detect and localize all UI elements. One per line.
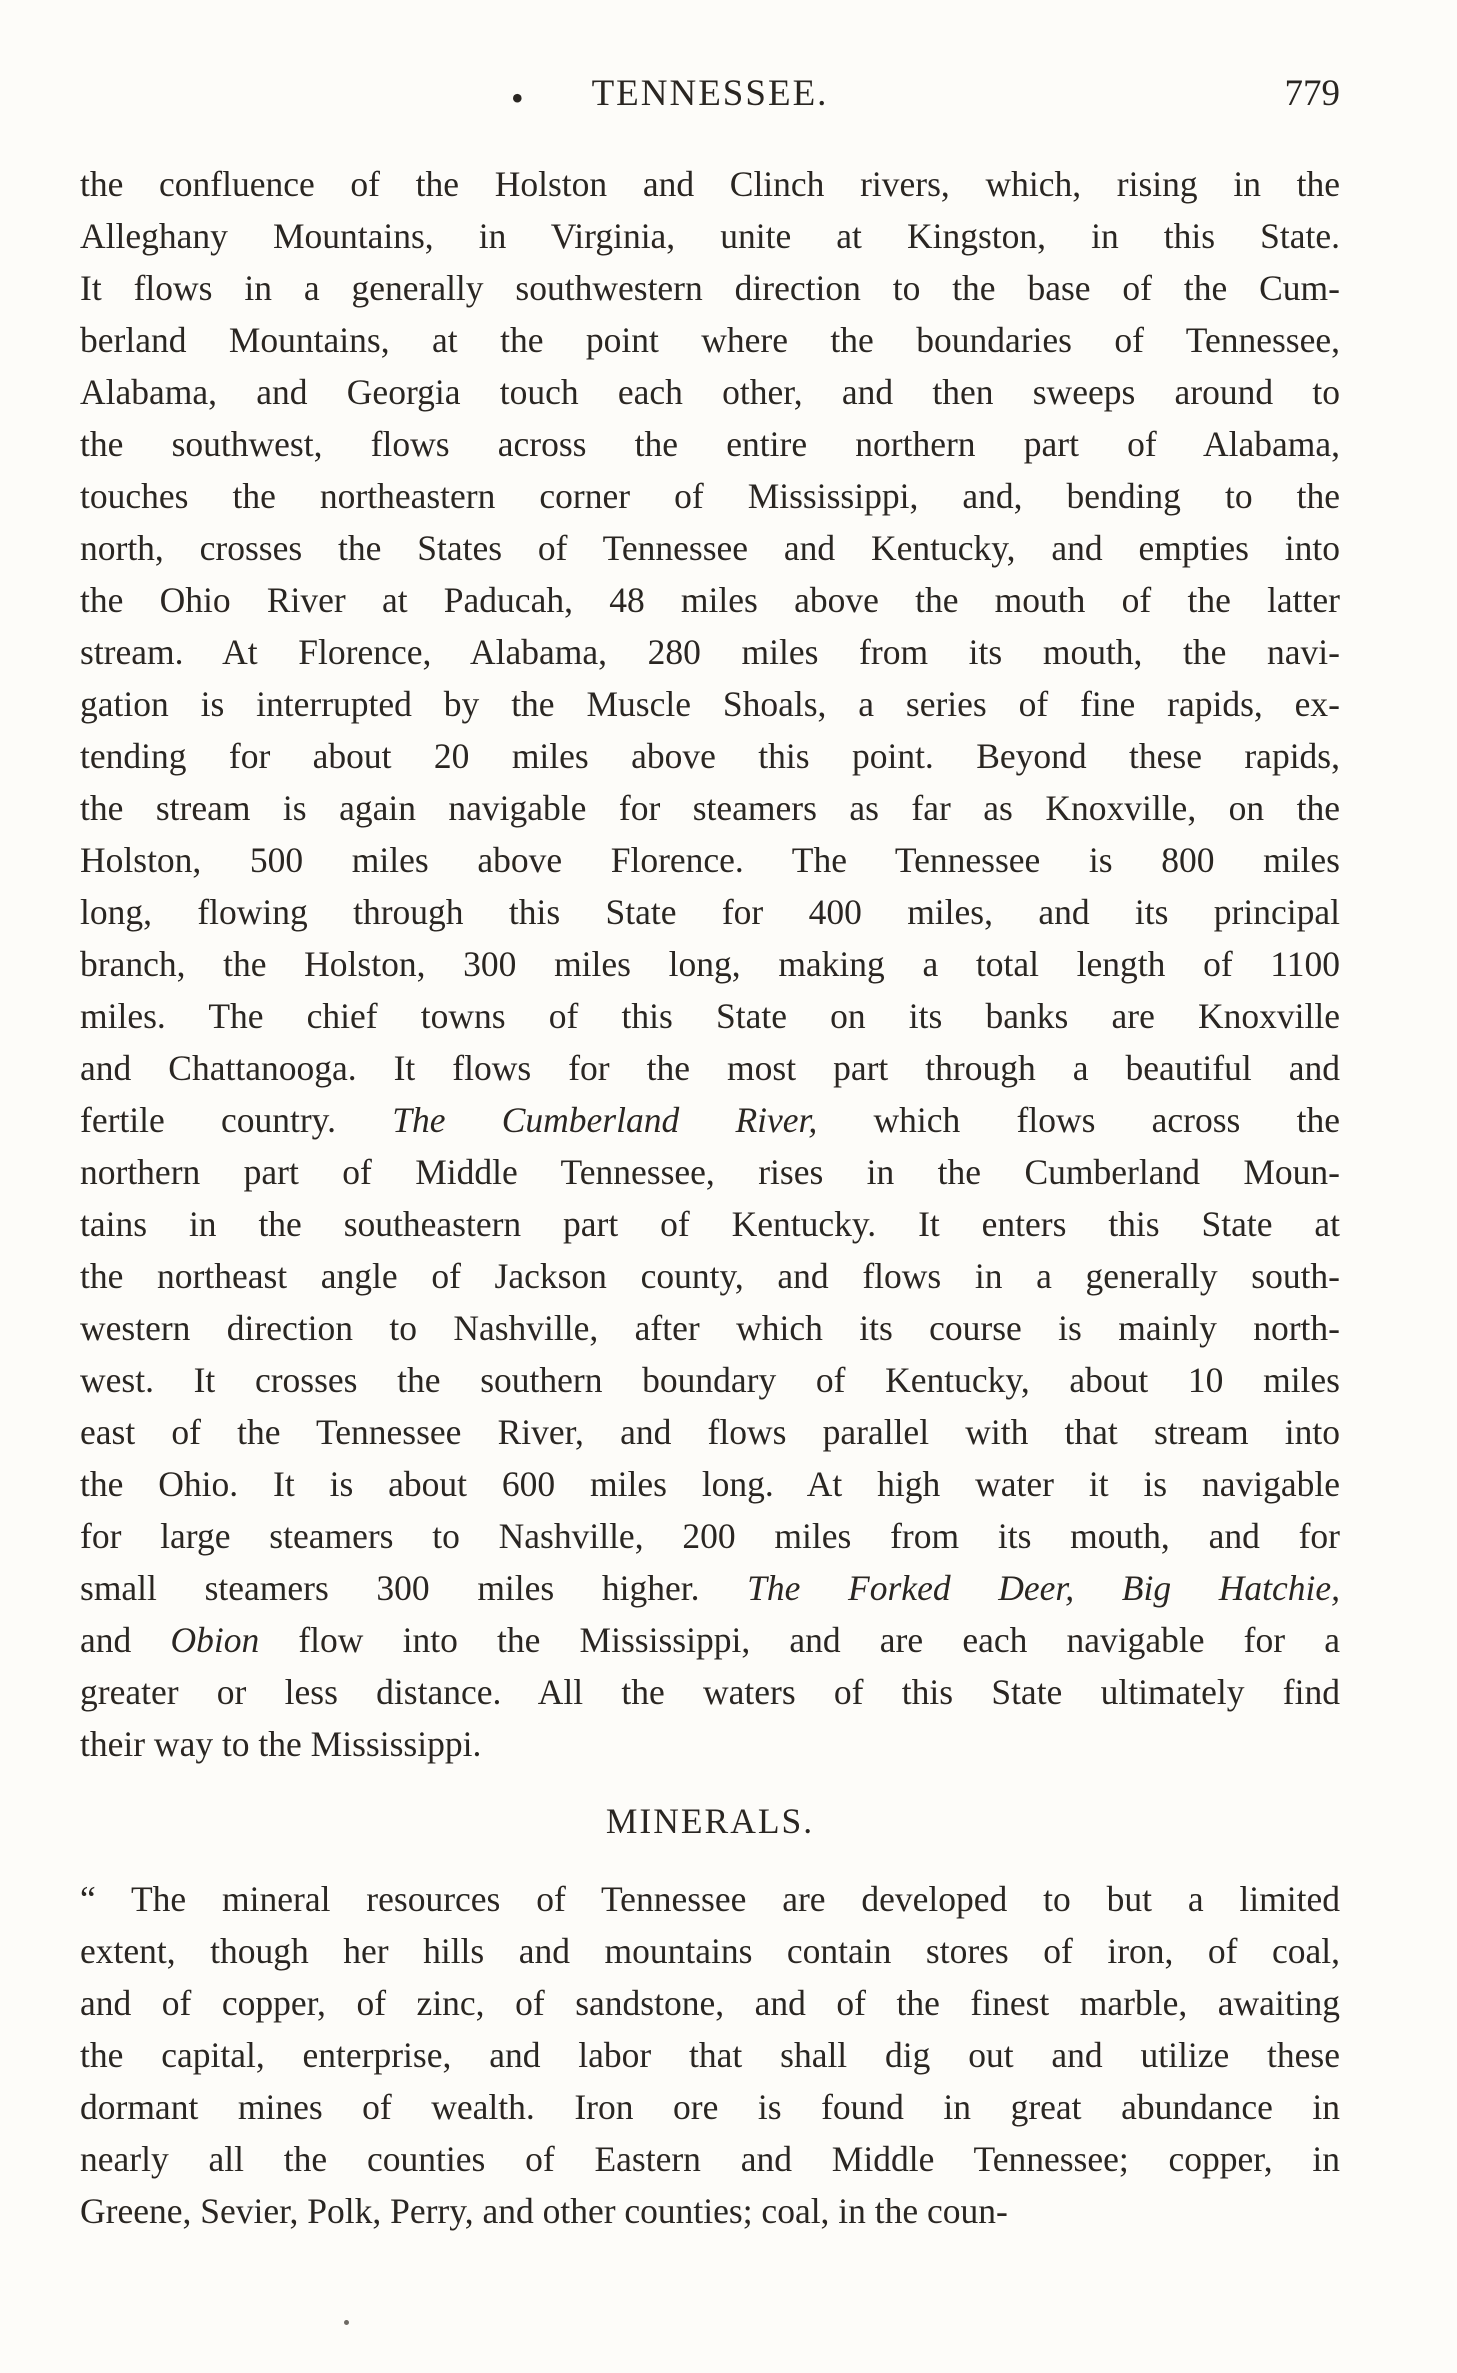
paragraph-rivers <box>80 158 1340 1770</box>
text-segment: the southwest, flows across the entire northern part of Alabama, <box>80 424 1340 464</box>
text-line <box>80 522 1340 574</box>
text-segment: branch, the Holston, 300 miles long, making a total length of 1100 <box>80 944 1340 984</box>
section-heading-minerals: MINERALS. <box>605 1801 815 1841</box>
text-segment: the stream is again navigable for steamers as far as Knoxville, on the <box>80 788 1340 828</box>
text-line <box>80 1718 1340 1770</box>
text-line <box>80 1250 1340 1302</box>
text-segment: long, flowing through this State for 400 miles, and its principal <box>80 892 1340 932</box>
text-line <box>80 1666 1340 1718</box>
page-number: 779 <box>1284 73 1340 114</box>
italic-segment: The Forked Deer, Big Hatchie, <box>747 1568 1340 1608</box>
text-line <box>80 886 1340 938</box>
text-segment: greater or less distance. All the waters of this State ultimately find <box>80 1672 1340 1712</box>
text-segment: the confluence of the Holston and Clinch rivers, which, rising in the <box>80 164 1340 204</box>
text-segment: and <box>80 1620 171 1660</box>
running-head <box>80 72 1340 122</box>
text-line <box>80 1562 1340 1614</box>
text-line <box>80 1510 1340 1562</box>
text-segment: Alleghany Mountains, in Virginia, unite at Kingston, in this State. <box>80 216 1340 256</box>
text-segment: Alabama, and Georgia touch each other, and then sweeps around to <box>80 372 1340 412</box>
text-line <box>80 470 1340 522</box>
text-segment: western direction to Nashville, after which its course is mainly north- <box>80 1308 1340 1348</box>
text-line <box>80 1925 1340 1977</box>
text-line <box>80 834 1340 886</box>
text-segment: west. It crosses the southern boundary of Kentucky, about 10 miles <box>80 1360 1340 1400</box>
text-segment: It flows in a generally southwestern direction to the base of the Cum- <box>80 268 1340 308</box>
text-segment: which flows across the <box>817 1100 1340 1140</box>
text-segment: gation is interrupted by the Muscle Shoals, a series of fine rapids, ex- <box>80 684 1340 724</box>
text-segment: Greene, Sevier, Polk, Perry, and other counties; coal, in the coun- <box>80 2191 1008 2231</box>
italic-segment: The Cumberland River, <box>392 1100 818 1140</box>
text-line <box>80 210 1340 262</box>
text-line <box>80 158 1340 210</box>
text-segment: and Chattanooga. It flows for the most part through a beautiful and <box>80 1048 1340 1088</box>
text-segment: north, crosses the States of Tennessee and Kentucky, and empties into <box>80 528 1340 568</box>
text-line <box>80 1406 1340 1458</box>
text-segment: fertile country. <box>80 1100 393 1140</box>
text-line <box>80 2185 1340 2237</box>
text-segment: northern part of Middle Tennessee, rises in the Cumberland Moun- <box>80 1152 1340 1192</box>
text-line <box>80 1146 1340 1198</box>
text-segment: Holston, 500 miles above Florence. The Tennessee is 800 miles <box>80 840 1340 880</box>
text-segment: stream. At Florence, Alabama, 280 miles from its mouth, the navi- <box>80 632 1340 672</box>
text-line <box>80 2081 1340 2133</box>
text-line <box>80 730 1340 782</box>
text-segment: and of copper, of zinc, of sandstone, and of the finest marble, awaiting <box>80 1983 1340 2023</box>
text-segment: berland Mountains, at the point where the boundaries of Tennessee, <box>80 320 1340 360</box>
text-line <box>80 2133 1340 2185</box>
text-segment: flow into the Mississippi, and are each navigable for a <box>259 1620 1340 1660</box>
text-line <box>80 1614 1340 1666</box>
text-segment: the northeast angle of Jackson county, and flows in a generally south- <box>80 1256 1340 1296</box>
printer-mark <box>344 2320 349 2325</box>
paragraph-minerals <box>80 1873 1340 2237</box>
text-line <box>80 574 1340 626</box>
italic-segment: Obion <box>170 1620 260 1660</box>
text-segment: their way to the Mississippi. <box>80 1724 482 1764</box>
text-segment: east of the Tennessee River, and flows parallel with that stream into <box>80 1412 1340 1452</box>
text-line <box>80 938 1340 990</box>
text-segment: tending for about 20 miles above this point. Beyond these rapids, <box>80 736 1340 776</box>
text-line <box>80 1458 1340 1510</box>
text-line <box>80 1977 1340 2029</box>
text-segment: the Ohio River at Paducah, 48 miles above the mouth of the latter <box>80 580 1340 620</box>
text-line <box>80 314 1340 366</box>
text-segment: the capital, enterprise, and labor that shall dig out and utilize these <box>80 2035 1340 2075</box>
text-line <box>80 1042 1340 1094</box>
running-head-title: TENNESSEE. <box>591 73 829 114</box>
text-line <box>80 418 1340 470</box>
text-line <box>80 1302 1340 1354</box>
text-segment: miles. The chief towns of this State on its banks are Knoxville <box>80 996 1340 1036</box>
text-segment: dormant mines of wealth. Iron ore is found in great abundance in <box>80 2087 1340 2127</box>
text-line <box>80 2029 1340 2081</box>
text-line <box>80 626 1340 678</box>
body-text <box>80 158 1340 2237</box>
text-line <box>80 678 1340 730</box>
text-line <box>80 1198 1340 1250</box>
text-line <box>80 1094 1340 1146</box>
running-head-mark: • <box>511 78 524 118</box>
text-segment: “ The mineral resources of Tennessee are developed to but a limited <box>80 1879 1340 1919</box>
text-segment: small steamers 300 miles higher. <box>80 1568 748 1608</box>
text-segment: nearly all the counties of Eastern and Middle Tennessee; copper, in <box>80 2139 1340 2179</box>
text-segment: the Ohio. It is about 600 miles long. At high water it is navigable <box>80 1464 1340 1504</box>
text-line <box>80 1354 1340 1406</box>
text-segment: extent, though her hills and mountains contain stores of iron, of coal, <box>80 1931 1340 1971</box>
text-segment: touches the northeastern corner of Mississippi, and, bending to the <box>80 476 1340 516</box>
text-line <box>80 262 1340 314</box>
text-line <box>80 990 1340 1042</box>
text-segment: tains in the southeastern part of Kentucky. It enters this State at <box>80 1204 1340 1244</box>
text-line <box>80 1873 1340 1925</box>
text-line <box>80 366 1340 418</box>
text-segment: for large steamers to Nashville, 200 miles from its mouth, and for <box>80 1516 1340 1556</box>
text-line <box>80 782 1340 834</box>
